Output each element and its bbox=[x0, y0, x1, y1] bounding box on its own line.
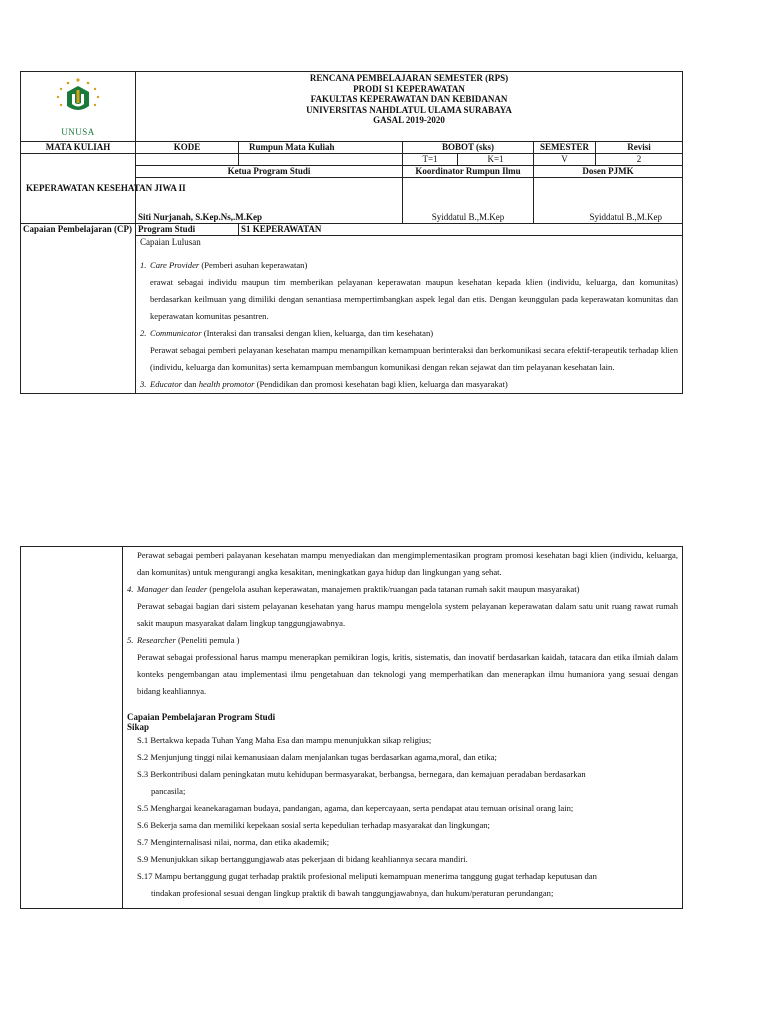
program-studi-value: S1 KEPERAWATAN bbox=[239, 224, 683, 236]
cp-item-1 bbox=[140, 257, 678, 274]
cp-item-2-rest: (Interaksi dan transaksi dengan klien, keluarga, dan tim kesehatan) bbox=[201, 328, 434, 338]
cp-item-4-desc: Perawat sebagai bagian dari sistem pelayanan kesehatan yang harus mampu mengelola system pelayanan keperawatan dalam satu unit ruang rawat rumah sakit maupun masyarakat dalam lingkup tanggungjawabnya. bbox=[137, 601, 678, 628]
title-line-2: PRODI S1 KEPERAWATAN bbox=[353, 83, 465, 94]
cp-item-5-desc: Perawat sebagai professional harus mampu menerapkan pemikiran logis, kritis, sistematis, dan inovatif berdasarkan kaidah, tatacara dan etika ilmiah dalam konteks pengembangan atau implementasi ilmu pengetahuan dan teknologi yang memperhatikan dan menerapkan ilmu humaniora yang sesuai dengan bidang keahliannya. bbox=[137, 652, 678, 696]
cp-item-1-title: Care Provider bbox=[150, 260, 200, 270]
dosen-label: Dosen PJMK bbox=[534, 166, 683, 178]
cpps-title: Capaian Pembelajaran Program Studi bbox=[127, 712, 276, 722]
sikap-item bbox=[137, 749, 678, 766]
cp-continuation-table bbox=[20, 546, 683, 909]
rumpun-value bbox=[239, 154, 403, 166]
sikap-item-text: S.1 Bertakwa kepada Tuhan Yang Maha Esa dan mampu menunjukkan sikap religius; bbox=[137, 735, 432, 745]
cp-label: Capaian Pembelajaran (CP) bbox=[21, 224, 136, 394]
cp-item-3 bbox=[140, 376, 678, 393]
sikap-item-text: S.2 Menjunjung tinggi nilai kemanusiaan dalam menjalankan tugas berdasarkan agama,moral, dan etika; bbox=[137, 752, 497, 762]
logo-text: UNUSA bbox=[61, 126, 95, 137]
cp-item-1-num: 1. bbox=[140, 260, 147, 270]
cp-content-continued bbox=[123, 547, 683, 909]
cp-item-2-num: 2. bbox=[140, 328, 147, 338]
unusa-logo-icon bbox=[48, 76, 108, 124]
sikap-item bbox=[137, 851, 678, 868]
sikap-item bbox=[137, 800, 678, 817]
semester-value: V bbox=[534, 154, 596, 166]
sikap-item-cont: pancasila; bbox=[151, 786, 186, 796]
sikap-item bbox=[137, 834, 678, 851]
cp-item-2 bbox=[140, 325, 678, 342]
title-line-1: RENCANA PEMBELAJARAN SEMESTER (RPS) bbox=[309, 73, 509, 83]
cp-item-5-num: 5. bbox=[127, 635, 134, 645]
ketua-label: Ketua Program Studi bbox=[136, 166, 403, 178]
course-name: KEPERAWATAN KESEHATAN JIWA II bbox=[21, 154, 136, 224]
cp-content bbox=[136, 236, 683, 394]
bobot-k: K=1 bbox=[458, 154, 534, 166]
sikap-title: Sikap bbox=[127, 722, 150, 732]
sikap-item bbox=[137, 766, 678, 800]
title-line-5: GASAL 2019-2020 bbox=[373, 115, 445, 125]
sikap-item bbox=[137, 868, 678, 902]
cp-item-3-mid: dan bbox=[181, 379, 199, 389]
sikap-item-text: S.3 Berkontribusi dalam peningkatan mutu kehidupan bermasyarakat, berbangsa, bernegara, dan kemajuan peradaban berdasarkan bbox=[137, 769, 586, 779]
rps-header-table bbox=[20, 71, 683, 394]
header-revisi: Revisi bbox=[596, 142, 683, 154]
revisi-value: 2 bbox=[596, 154, 683, 166]
sikap-item bbox=[137, 732, 678, 749]
logo bbox=[21, 72, 136, 142]
header-mata-kuliah: MATA KULIAH bbox=[21, 142, 136, 154]
ketua-name: Siti Nurjanah, S.Kep.Ns,.M.Kep bbox=[136, 178, 403, 224]
cp-item-4 bbox=[127, 581, 678, 598]
cp-item-4-title2: leader bbox=[185, 584, 208, 594]
header-bobot: BOBOT (sks) bbox=[403, 142, 534, 154]
cp-item-3-num: 3. bbox=[140, 379, 147, 389]
cp-item-4-mid: dan bbox=[168, 584, 186, 594]
document-title-block bbox=[136, 72, 683, 142]
dosen-name: Syiddatul B.,M.Kep bbox=[534, 178, 683, 224]
cp-item-4-title: Manager bbox=[137, 584, 169, 594]
cp-item-1-rest: (Pemberi asuhan keperawatan) bbox=[199, 260, 308, 270]
cp-item-4-num: 4. bbox=[127, 584, 134, 594]
cp-item-5-rest: (Peneliti pemula ) bbox=[175, 635, 240, 645]
cp-item-3-desc: Perawat sebagai pemberi palayanan kesehatan mampu menyediakan dan mengimplementasikan program promosi kesehatan bagi klien (individu, keluarga, dan komunitas) untuk mengurangi angka kesakitan, meningkatkan gaya hidup dan lingkungan yang sehat. bbox=[137, 550, 678, 577]
sikap-item-text: S.5 Menghargai keanekaragaman budaya, pandangan, agama, dan kepercayaan, serta pendapat atau temuan orisinal orang lain; bbox=[137, 803, 574, 813]
sikap-item-text: S.9 Menunjukkan sikap bertanggungjawab atas pekerjaan di bidang keahliannya secara mandiri. bbox=[137, 854, 468, 864]
sikap-item bbox=[137, 817, 678, 834]
sikap-item-text: S.17 Mampu bertanggung gugat terhadap praktik profesional meliputi kemampuan menerima tanggung gugat terhadap keputusan dan bbox=[137, 871, 597, 881]
sikap-item-text: S.7 Menginternalisasi nilai, norma, dan etika akademik; bbox=[137, 837, 330, 847]
cp-label-continued bbox=[21, 547, 123, 909]
title-line-4: UNIVERSITAS NAHDLATUL ULAMA SURABAYA bbox=[306, 104, 512, 115]
cp-item-5 bbox=[127, 632, 678, 649]
header-kode: KODE bbox=[136, 142, 239, 154]
capaian-lulusan-label: Capaian Lulusan bbox=[140, 237, 201, 247]
sikap-list bbox=[127, 732, 678, 902]
kode-value bbox=[136, 154, 239, 166]
koordinator-name: Syiddatul B.,M.Kep bbox=[403, 178, 534, 224]
header-rumpun: Rumpun Mata Kuliah bbox=[239, 142, 403, 154]
header-semester: SEMESTER bbox=[534, 142, 596, 154]
cp-item-5-title: Researcher bbox=[137, 635, 176, 645]
cp-item-3-title: Educator bbox=[150, 379, 182, 389]
cp-item-3-title2: health promotor bbox=[198, 379, 255, 389]
sikap-item-cont: tindakan profesional sesuai dengan lingkup praktik di bawah tanggungjawabnya, dan hukum/peraturan perundangan; bbox=[151, 888, 554, 898]
cp-item-1-desc: erawat sebagai individu maupun tim memberikan pelayanan keperawatan maupun kesehatan kepada klien (individu, keluarga, dan komunitas) berdasarkan keilmuan yang dimiliki dengan senantiasa mempertimbangkan aspek legal dan etis. Dengan keunggulan pada keperawatan komunitas dan keperawatan komunitas pesantren. bbox=[150, 277, 679, 321]
sikap-item-text: S.6 Bekerja sama dan memiliki kepekaan sosial serta kepedulian terhadap masyarakat dan lingkungan; bbox=[137, 820, 490, 830]
koordinator-label: Koordinator Rumpun Ilmu bbox=[403, 166, 534, 178]
cp-item-2-title: Communicator bbox=[150, 328, 202, 338]
title-line-3: FAKULTAS KEPERAWATAN DAN KEBIDANAN bbox=[310, 94, 508, 104]
cp-item-3-rest: (Pendidikan dan promosi kesehatan bagi klien, keluarga dan masyarakat) bbox=[254, 379, 508, 389]
cp-item-4-rest: (pengelola asuhan keperawatan, manajemen praktik/ruangan pada tatanan rumah sakit maupun masyarakat) bbox=[207, 584, 580, 594]
bobot-t: T=1 bbox=[403, 154, 458, 166]
program-studi-label: Program Studi bbox=[136, 224, 239, 236]
cp-item-2-desc: Perawat sebagai pemberi pelayanan kesehatan mampu menampilkan kemampuan berinteraksi dan berkomunikasi secara efektif-terapeutik terhadap klien (individu, keluarga dan komunitas) serta kemampuan membangun komunikasi dengan rekan sejawat dan tim pelayanan kesehatan lain. bbox=[150, 345, 679, 372]
